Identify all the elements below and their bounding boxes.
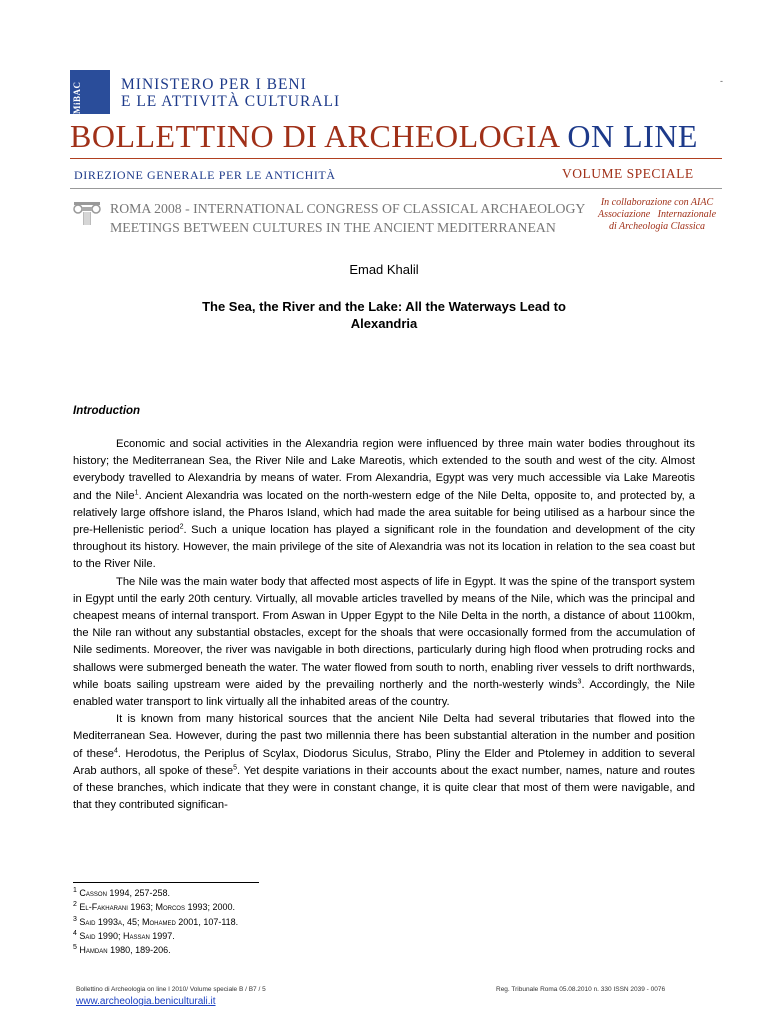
section-heading: Introduction bbox=[73, 405, 141, 417]
direzione-label: DIREZIONE GENERALE PER LE ANTICHITÀ bbox=[74, 168, 336, 182]
bulletin-title bbox=[70, 118, 698, 155]
paragraph-3: It is known from many historical sources that the ancient Nile Delta had several tributaries that flowed into the Mediterranean Sea. However, during the past two millennia there has been substantial alteration in the number and position of these$^4$. Herodotus, the Periplus of Scylax, Diodorus Siculus, Strabo, Pliny the Elder and Ptolemey in addition to several Arab authors, all spoke of these$^5$. Yet despite variations in their accounts about the exact number, names, nature and routes of these branches, which indicate that they were in constant change, it is quite clear that most of them were navigable, and that they contributed significan- bbox=[73, 713, 695, 812]
mibac-logo-text: MiBAC bbox=[72, 81, 82, 114]
ministry-name bbox=[121, 76, 340, 110]
footnote-5: $^5$ Hamdan 1980, 189-206. bbox=[73, 944, 171, 956]
paragraph-2: The Nile was the main water body that affected most aspects of life in Egypt. It was the spine of the transport system in Egypt until the early 20th century. Virtually, all movable articles travelled by means of the Nile, which was the principal and cheapest means of internal transport. From Aswan in Upper Egypt to the Nile Delta in the north, a distance of about 1100km, the Nile ran without any substantial obstacles, except for the shoals that were occasionally formed from the accumulation of Nile sediments. Moreover, the river was navigable in both directions, particularly during high flood when protruding rocks and shallows were submerged beneath the water. The water flowed from south to north, enabling river vessels to drift northwards, while boats sailing upstream were aided by the prevailing northerly and the north-westerly winds$^3$. Accordingly, the Nile enabled water transport to link virtually all the inhabited areas of the country. bbox=[73, 575, 695, 709]
congress-info bbox=[110, 199, 585, 237]
column-capital-icon bbox=[72, 200, 102, 226]
collab-line-3: di Archeologia Classica bbox=[608, 221, 706, 232]
collab-line-1: In collaborazione con AIAC bbox=[600, 197, 714, 208]
footer-registration: Reg. Tribunale Roma 05.08.2010 n. 330 ISSN 2039 - 0076 bbox=[496, 986, 666, 993]
footnote-ref-1[interactable]: 1 bbox=[134, 488, 139, 496]
article-body bbox=[73, 436, 695, 814]
header-rule-top bbox=[70, 158, 722, 159]
header-dash: - bbox=[720, 76, 723, 86]
footnote-4: $^4$ Said 1990; Hassan 1997. bbox=[73, 929, 175, 941]
ministry-line-1: MINISTERO PER I BENI bbox=[121, 76, 307, 93]
volume-label: VOLUME SPECIALE bbox=[562, 166, 694, 181]
footnote-ref-2[interactable]: 2 bbox=[179, 523, 184, 531]
paragraph-1: Economic and social activities in the Alexandria region were influenced by three main water bodies throughout its history; the Mediterranean Sea, the River Nile and Lake Mareotis, which extended to the south and west of the city. Almost everybody travelled to Alexandria by means of water. From Alexandria, Egypt was very much accessible via Lake Mareotis and the Nile$^1$. Ancient Alexandria was located on the north-western edge of the Nile Delta, opposite to, and protected by, a relatively large offshore island, the Pharos Island, which had made the area suitable for being utilised as a harbour since the pre-Hellenistic period$^2$. Such a unique location has played a significant role in the foundation and development of the city throughout its history. However, the main privilege of the site of Alexandria was not its location in relation to the sea coast but to the River Nile. bbox=[73, 438, 695, 571]
bulletin-title-online: ON LINE bbox=[567, 118, 698, 154]
footnote-rule bbox=[73, 882, 259, 883]
footnote-1: $^1$ Casson 1994, 257-258. bbox=[73, 887, 170, 898]
congress-line-1: ROMA 2008 - INTERNATIONAL CONGRESS OF CLASSICAL ARCHAEOLOGY bbox=[110, 201, 586, 216]
collaboration-note bbox=[592, 197, 722, 233]
footnote-ref-4[interactable]: 4 bbox=[114, 746, 118, 754]
footnote-ref-5[interactable]: 5 bbox=[233, 764, 238, 772]
website-link[interactable]: www.archeologia.beniculturali.it bbox=[76, 996, 216, 1007]
collab-line-2: Associazione Internazionale bbox=[597, 209, 717, 220]
footnote-3: $^3$ Said 1993a, 45; Mohamed 2001, 107-118. bbox=[73, 915, 239, 927]
author-name: Emad Khalil bbox=[349, 262, 419, 277]
bulletin-title-main: BOLLETTINO DI ARCHEOLOGIA bbox=[70, 118, 559, 154]
header-rule-mid bbox=[70, 188, 722, 189]
congress-line-2: MEETINGS BETWEEN CULTURES IN THE ANCIENT MEDITERRANEAN bbox=[110, 220, 556, 235]
article-title: The Sea, the River and the Lake: All the Waterways Lead to Alexandria bbox=[202, 299, 566, 331]
footer-citation: Bollettino di Archeologia on line I 2010/ Volume speciale B / B7 / 5 bbox=[76, 986, 266, 993]
footnote-ref-3[interactable]: 3 bbox=[577, 678, 582, 686]
footnote-2: $^2$ El-Fakharani 1963; Morcos 1993; 2000. bbox=[73, 901, 235, 913]
footnotes bbox=[73, 886, 238, 957]
ministry-line-2: E LE ATTIVITÀ CULTURALI bbox=[121, 93, 341, 110]
